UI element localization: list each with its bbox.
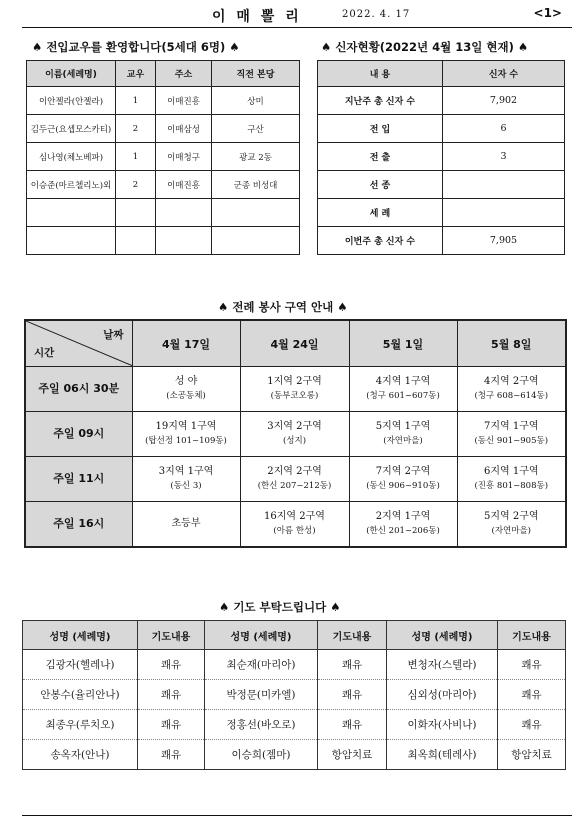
welcome-cell [27,227,116,255]
welcome-col-name: 이름(세례명) [27,61,116,87]
believers-value [443,199,565,227]
welcome-cell [212,199,300,227]
prayer-cell: 변청자(스텔라) [387,650,498,680]
service-area: 3지역 1구역 [158,466,214,477]
prayer-cell: 정홍선(바오로) [205,710,318,740]
believers-value: 3 [443,143,565,171]
believers-value: 6 [443,115,565,143]
prayer-cell: 최옥희(테레사) [387,740,498,770]
believers-value [443,171,565,199]
table-row [318,87,565,115]
table-row [27,199,300,227]
service-time: 주일 11시 [25,457,132,502]
prayer-cell: 박정문(미카엘) [205,680,318,710]
table-row [27,227,300,255]
prayer-cell: 김광자(헬레나) [23,650,138,680]
welcome-cell: 이안젤라(안젤라) [27,87,116,115]
service-cell [132,412,240,457]
service-date: 4월 24일 [240,320,349,367]
welcome-cell: 김두근(요셉모스카티) [27,115,116,143]
service-date: 5월 8일 [457,320,566,367]
welcome-cell: 이승준(마르첼리노)외 [27,171,116,199]
service-area-detail: (청구 608~614동) [474,391,549,401]
service-area: 5지역 2구역 [483,511,539,522]
bulletin-title: 이 매 뽈 리 [212,9,302,25]
table-row [23,650,566,680]
table-row [25,367,566,412]
table-row [25,502,566,548]
table-row [23,740,566,770]
prayer-cell: 쾌유 [498,680,566,710]
table-row [27,87,300,115]
prayer-col-content: 기도내용 [138,621,205,650]
prayer-cell: 이화자(사비나) [387,710,498,740]
welcome-cell: 2 [116,171,156,199]
believers-title: ♠ 신자현황(2022년 4월 13일 현재) ♠ [321,40,529,54]
welcome-cell [27,199,116,227]
service-area-detail: (진흥 801~808동) [474,481,549,491]
service-area: 성 야 [174,376,198,387]
prayer-cell: 항암치료 [318,740,387,770]
table-row [23,710,566,740]
welcome-cell: 이매진흥 [156,171,212,199]
service-area: 7지역 2구역 [375,466,431,477]
welcome-cell [156,227,212,255]
service-cell [457,367,566,412]
prayer-cell: 쾌유 [318,680,387,710]
service-area-detail: (아름 한성) [273,526,316,536]
prayer-cell: 이승희(젬마) [205,740,318,770]
service-cell [349,457,457,502]
service-area-detail: (성지) [282,436,307,446]
prayer-cell: 쾌유 [498,710,566,740]
welcome-title: ♠ 전입교우를 환영합니다(5세대 6명) ♠ [32,40,240,54]
prayer-cell: 항암치료 [498,740,566,770]
footer-rule [22,815,572,816]
believers-label: 선 종 [318,171,443,199]
welcome-cell: 이매삼성 [156,115,212,143]
service-area-detail: (동신 906~910동) [366,481,440,491]
table-row [25,412,566,457]
welcome-cell: 군종 비성대 [212,171,300,199]
table-row [318,143,565,171]
service-cell [457,412,566,457]
bulletin-date: 2022. 4. 17 [342,9,411,20]
service-cell [457,457,566,502]
welcome-cell: 이매진흥 [156,87,212,115]
table-row [318,171,565,199]
table-row [25,457,566,502]
welcome-cell: 1 [116,143,156,171]
service-area-detail: (한신 207~212동) [257,481,332,491]
welcome-cell [116,199,156,227]
corner-date-label: 날짜 [103,329,124,341]
believers-label: 전 입 [318,115,443,143]
prayer-col-content: 기도내용 [498,621,566,650]
service-title: ♠ 전례 봉사 구역 안내 ♠ [218,300,348,314]
service-area-detail: (동신 901~905동) [474,436,549,446]
table-row [27,115,300,143]
service-time: 주일 06시 30분 [25,367,132,412]
service-area: 19지역 1구역 [155,421,217,432]
service-area: 7지역 1구역 [483,421,539,432]
prayer-title: ♠ 기도 부탁드립니다 ♠ [219,600,341,614]
service-area: 2지역 2구역 [267,466,322,477]
believers-value: 7,902 [443,87,565,115]
page-number: <1> [533,6,562,20]
prayer-col-name: 성명 (세례명) [205,621,318,650]
service-area-detail: (자연마을) [383,436,423,446]
welcome-cell [156,199,212,227]
service-area: 4지역 2구역 [483,376,539,387]
believers-label: 지난주 총 신자 수 [318,87,443,115]
welcome-col-parish: 직전 본당 [212,61,300,87]
table-row [23,680,566,710]
table-row [318,199,565,227]
service-date: 5월 1일 [349,320,457,367]
service-cell [457,502,566,548]
prayer-cell: 최순재(마리아) [205,650,318,680]
welcome-cell: 2 [116,115,156,143]
service-cell [240,367,349,412]
prayer-cell: 심외성(마리아) [387,680,498,710]
prayer-col-content: 기도내용 [318,621,387,650]
corner-time-label: 시간 [34,347,55,359]
service-cell [240,412,349,457]
prayer-cell: 쾌유 [138,650,205,680]
prayer-cell: 쾌유 [318,650,387,680]
service-date: 4월 17일 [132,320,240,367]
welcome-cell: 광교 2동 [212,143,300,171]
header [22,6,570,26]
welcome-cell [212,227,300,255]
service-time: 주일 16시 [25,502,132,548]
prayer-col-name: 성명 (세례명) [23,621,138,650]
table-row [318,115,565,143]
service-area: 16지역 2구역 [264,511,325,522]
welcome-table [26,60,300,255]
believers-label: 전 출 [318,143,443,171]
believers-label: 세 례 [318,199,443,227]
service-cell [132,502,240,548]
welcome-cell: 이매청구 [156,143,212,171]
prayer-cell: 쾌유 [138,680,205,710]
prayer-table [22,620,566,770]
prayer-cell: 쾌유 [498,650,566,680]
service-area: 5지역 1구역 [375,421,431,432]
service-area-detail: (동부코오롱) [270,391,319,401]
table-row [27,143,300,171]
service-table [24,319,567,548]
header-rule [22,27,572,28]
welcome-cell: 구산 [212,115,300,143]
service-time: 주일 09시 [25,412,132,457]
prayer-cell: 송옥자(안나) [23,740,138,770]
prayer-cell: 쾌유 [138,710,205,740]
service-cell [349,367,457,412]
service-cell [132,367,240,412]
believers-col-count: 신자 수 [443,61,565,87]
service-area-detail: (동신 3) [170,481,202,491]
service-corner-header [25,320,132,367]
service-area-detail: (탑선정 101~109동) [145,436,227,446]
believers-table [317,60,565,255]
prayer-cell: 안봉수(율리안나) [23,680,138,710]
service-cell [132,457,240,502]
service-area: 1지역 2구역 [267,376,322,387]
service-area: 4지역 1구역 [375,376,431,387]
welcome-cell [116,227,156,255]
welcome-cell: 심나영(체노베파) [27,143,116,171]
prayer-cell: 최종우(루치오) [23,710,138,740]
service-area: 초등부 [171,518,201,529]
service-area-detail: (한신 201~206동) [366,526,440,536]
table-row [27,171,300,199]
service-cell [240,457,349,502]
service-cell [349,412,457,457]
believers-value: 7,905 [443,227,565,255]
service-area-detail: (청구 601~607동) [366,391,440,401]
welcome-cell: 상미 [212,87,300,115]
table-row [318,227,565,255]
prayer-cell: 쾌유 [138,740,205,770]
prayer-col-name: 성명 (세례명) [387,621,498,650]
welcome-col-count: 교우 [116,61,156,87]
service-area: 3지역 2구역 [267,421,322,432]
service-cell [240,502,349,548]
service-area: 6지역 1구역 [483,466,539,477]
believers-col-content: 내 용 [318,61,443,87]
believers-label: 이번주 총 신자 수 [318,227,443,255]
service-area: 2지역 1구역 [375,511,431,522]
welcome-cell: 1 [116,87,156,115]
welcome-col-address: 주소 [156,61,212,87]
service-cell [349,502,457,548]
service-area-detail: (자연마을) [491,526,531,536]
service-area-detail: (소공동체) [166,391,206,401]
prayer-cell: 쾌유 [318,710,387,740]
